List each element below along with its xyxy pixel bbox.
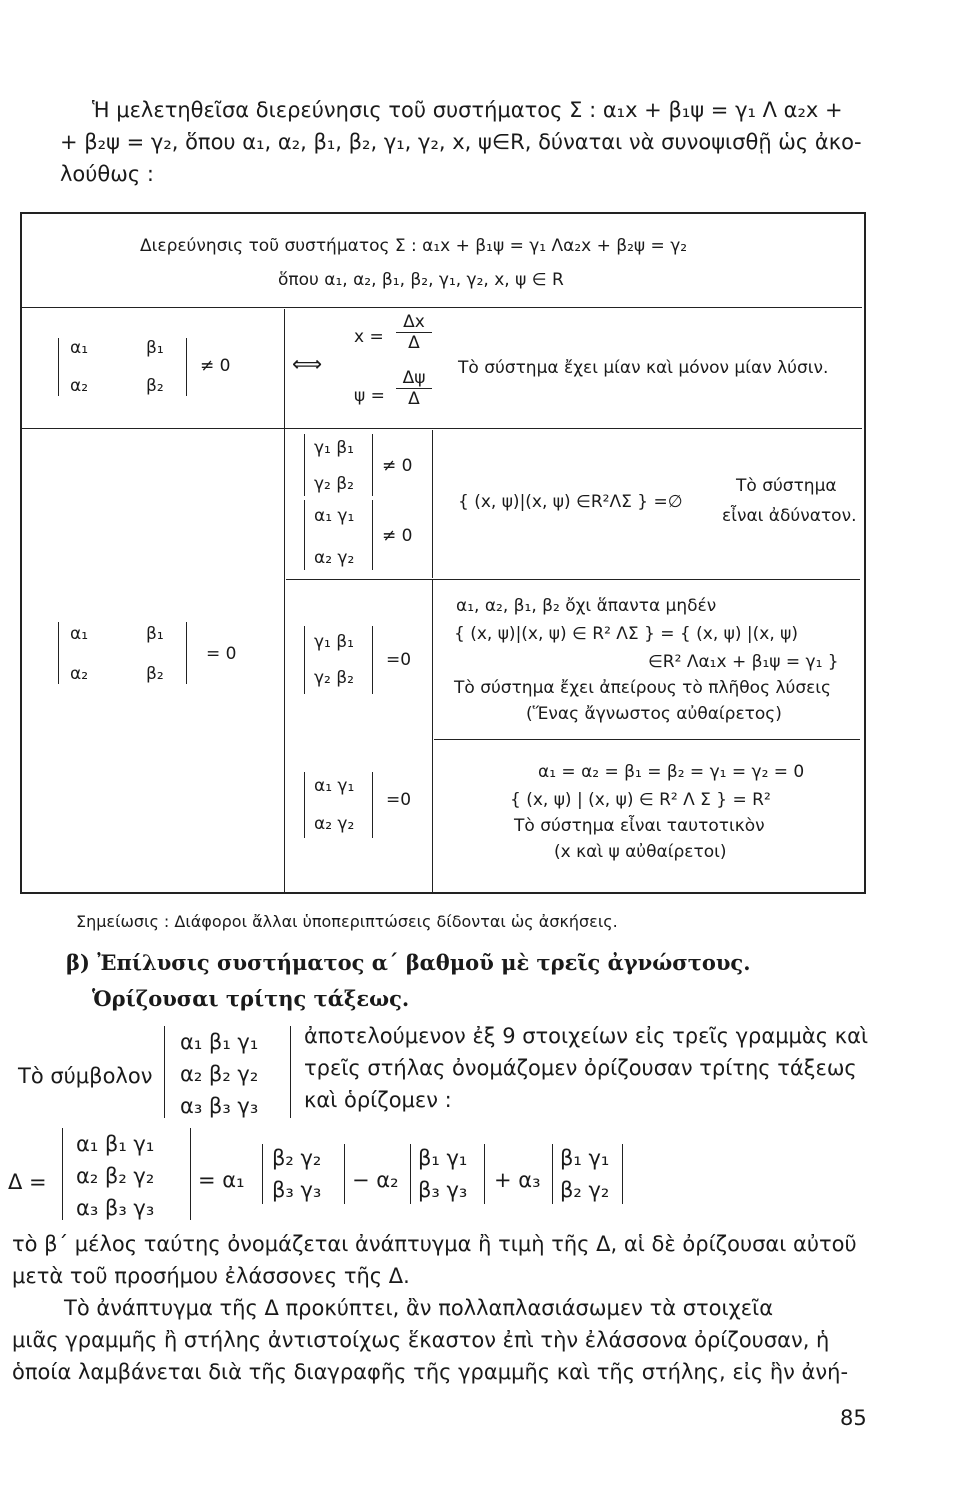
paragraph-line-5: ὁποία λαμβάνεται διὰ τῆς διαγραφῆς τῆς γραμμῆς καὶ τῆς στήλης, εἰς ἣν ἀνή- (12, 1360, 849, 1384)
symbol-text-2: τρεῖς στήλας ὀνομάζομεν ὀρίζουσαν τρίτης τάξεως (304, 1056, 857, 1080)
main-det-row-1: α₁ β₁ γ₁ (76, 1132, 155, 1156)
minor-1-bar-right (344, 1144, 345, 1204)
x-lhs: x = (354, 327, 384, 347)
sub3-row-2: γ₂ β₂ (314, 668, 354, 688)
section-b-title: β) Ἐπίλυσις συστήματος α΄ βαθμοῦ μὲ τρεῖς ἀγνώστους. (66, 950, 751, 975)
infinite-line-3: ∈R² Λα₁x + β₁ψ = γ₁ } (648, 652, 839, 672)
identity-line-3: Τὸ σύστημα εἶναι ταυτοτικὸν (514, 816, 765, 836)
sub2-row-1: α₁ γ₁ (314, 506, 355, 526)
det-b2: β₂ (146, 376, 164, 396)
main-det-row-2: α₂ β₂ γ₂ (76, 1164, 155, 1188)
table-header-line-1: Διερεύνησις τοῦ συστήματος Σ : α₁x + β₁ψ = γ₁ Λα₂x + β₂ψ = γ₂ (140, 236, 688, 256)
sub4-row-1: α₁ γ₁ (314, 776, 355, 796)
identity-line-1: α₁ = α₂ = β₁ = β₂ = γ₁ = γ₂ = 0 (538, 762, 805, 782)
minor-2-bar-left (410, 1144, 411, 1204)
equivalence-arrow: ⟺ (292, 352, 323, 376)
minor-3-bar-left (552, 1144, 553, 1204)
paragraph-line-2: μετὰ τοῦ προσήμου ἐλάσσονες τῆς Δ. (12, 1264, 410, 1288)
infinite-line-1: α₁, α₂, β₁, β₂ ὄχι ἅπαντα μηδέν (456, 596, 717, 616)
det2-a1: α₁ (70, 624, 89, 644)
det2-bar-right (186, 622, 187, 684)
sub3-condition: =0 (386, 650, 412, 670)
row-1-divider (22, 428, 862, 429)
header-divider (22, 307, 862, 308)
minor-1-row-2: β₃ γ₃ (272, 1178, 322, 1202)
symbol-row-1: α₁ β₁ γ₁ (180, 1030, 259, 1054)
paragraph-line-1: τὸ β΄ μέλος ταύτης ὀνομάζεται ἀνάπτυγμα ἢ τιμὴ τῆς Δ, αἱ δὲ ὀρίζουσαι αὐτοῦ (12, 1232, 857, 1256)
minor-2-row-2: β₃ γ₃ (418, 1178, 468, 1202)
infinite-line-5: (Ἕνας ἄγνωστος αὐθαίρετος) (526, 704, 782, 724)
sub4-row-2: α₂ γ₂ (314, 814, 355, 834)
sub2-bar-right (372, 500, 373, 570)
symbol-text-3: καὶ ὁρίζομεν : (304, 1088, 452, 1112)
det2-b2: β₂ (146, 664, 164, 684)
det-bar-right (186, 338, 187, 396)
empty-set-equation: { (x, ψ)|(x, ψ) ∈R²ΛΣ } =∅ (458, 492, 683, 512)
infinite-line-4: Τὸ σύστημα ἔχει ἀπείρους τὸ πλῆθος λύσεις (454, 678, 832, 698)
x-fraction (396, 312, 432, 353)
column-divider (284, 309, 285, 892)
intro-line-3: λούθως : (60, 162, 154, 186)
plus-a3: + α₃ (494, 1168, 541, 1192)
infinite-line-2: { (x, ψ)|(x, ψ) ∈ R² ΛΣ } = { (x, ψ) |(x, ψ) (454, 624, 798, 644)
sub1-condition: ≠ 0 (382, 456, 413, 476)
minus-a2: − α₂ (352, 1168, 399, 1192)
det2-b1: β₁ (146, 624, 164, 644)
det-a1: α₁ (70, 338, 89, 358)
symbol-bar-left (164, 1026, 165, 1118)
identity-line-2: { (x, ψ) | (x, ψ) ∈ R² Λ Σ } = R² (510, 790, 771, 810)
delta-lhs: Δ = (8, 1170, 47, 1194)
impossible-text-1: Τὸ σύστημα (736, 476, 837, 496)
symbol-row-2: α₂ β₂ γ₂ (180, 1062, 259, 1086)
symbol-text-1: ἀποτελούμενον ἐξ 9 στοιχείων εἰς τρεῖς γραμμὰς καὶ (304, 1024, 869, 1048)
symbol-label: Τὸ σύμβολον (18, 1064, 153, 1088)
det-b1: β₁ (146, 338, 164, 358)
det2-condition: = 0 (206, 644, 237, 664)
minor-3-row-1: β₁ γ₁ (560, 1146, 610, 1170)
minor-1-bar-left (262, 1144, 263, 1204)
subrow-divider-2 (434, 739, 860, 740)
x-numerator: Δx (396, 312, 432, 333)
sub4-condition: =0 (386, 790, 412, 810)
sub4-bar-right (372, 772, 373, 838)
sub1-row-1: γ₁ β₁ (314, 438, 354, 458)
det-a2: α₂ (70, 376, 89, 396)
main-det-row-3: α₃ β₃ γ₃ (76, 1196, 155, 1220)
intro-line-2: + β₂ψ = γ₂, ὅπου α₁, α₂, β₁, β₂, γ₁, γ₂, x, ψ∈R, δύναται νὰ συνοψισθῇ ὡς ἀκο- (60, 130, 862, 154)
minor-2-bar-right (484, 1144, 485, 1204)
main-det-bar-left (62, 1128, 63, 1220)
sub3-row-1: γ₁ β₁ (314, 632, 354, 652)
symbol-bar-right (290, 1026, 291, 1118)
note: Σημείωσις : Διάφοροι ἄλλαι ὑποπεριπτώσεις δίδονται ὡς ἀσκήσεις. (76, 912, 618, 931)
paragraph-line-3: Τὸ ἀνάπτυγμα τῆς Δ προκύπτει, ἂν πολλαπλασιάσωμεν τὰ στοιχεῖα (64, 1296, 774, 1320)
sub2-row-2: α₂ γ₂ (314, 548, 355, 568)
sub-divider-2 (432, 580, 433, 892)
y-lhs: ψ = (354, 386, 385, 406)
sub1-row-2: γ₂ β₂ (314, 474, 354, 494)
unique-solution-text: Τὸ σύστημα ἔχει μίαν καὶ μόνον μίαν λύσιν. (458, 358, 829, 378)
minor-3-bar-right (622, 1144, 623, 1204)
main-det-bar-right (190, 1128, 191, 1220)
y-numerator: Δψ (396, 368, 432, 389)
x-denominator: Δ (408, 333, 420, 353)
subrow-divider-1 (286, 579, 860, 580)
paragraph-line-4: μιᾶς γραμμῆς ἢ στήλης ἀντιστοίχως ἕκαστον ἐπὶ τὴν ἐλάσσονα ὀρίζουσαν, ἡ (12, 1328, 830, 1352)
det2-bar-left (58, 622, 59, 684)
minor-2-row-1: β₁ γ₁ (418, 1146, 468, 1170)
table-header-line-2: ὅπου α₁, α₂, β₁, β₂, γ₁, γ₂, x, ψ ∈ R (278, 270, 564, 290)
sub2-bar-left (304, 500, 305, 570)
y-fraction (396, 368, 432, 409)
identity-line-4: (x καὶ ψ αὐθαίρετοι) (554, 842, 727, 862)
det-condition: ≠ 0 (200, 356, 231, 376)
page-number: 85 (840, 1406, 867, 1430)
sub3-bar-left (304, 626, 305, 694)
symbol-row-3: α₃ β₃ γ₃ (180, 1094, 259, 1118)
minor-3-row-2: β₂ γ₂ (560, 1178, 610, 1202)
sub2-condition: ≠ 0 (382, 526, 413, 546)
det2-a2: α₂ (70, 664, 89, 684)
minor-1-row-1: β₂ γ₂ (272, 1146, 322, 1170)
impossible-text-2: εἶναι ἀδύνατον. (722, 506, 857, 526)
sub4-bar-left (304, 772, 305, 838)
section-b-subtitle: Ὁρίζουσαι τρίτης τάξεως. (92, 986, 410, 1011)
y-denominator: Δ (408, 389, 420, 409)
sub3-bar-right (372, 626, 373, 694)
sub-divider-1 (432, 430, 433, 578)
det-bar-left (58, 338, 59, 396)
intro-line-1: Ἡ μελετηθεῖσα διερεύνησις τοῦ συστήματος Σ : α₁x + β₁ψ = γ₁ Λ α₂x + (92, 98, 843, 122)
sub1-bar-right (372, 434, 373, 496)
sub1-bar-left (304, 434, 305, 496)
times-a1: = α₁ (198, 1168, 245, 1192)
